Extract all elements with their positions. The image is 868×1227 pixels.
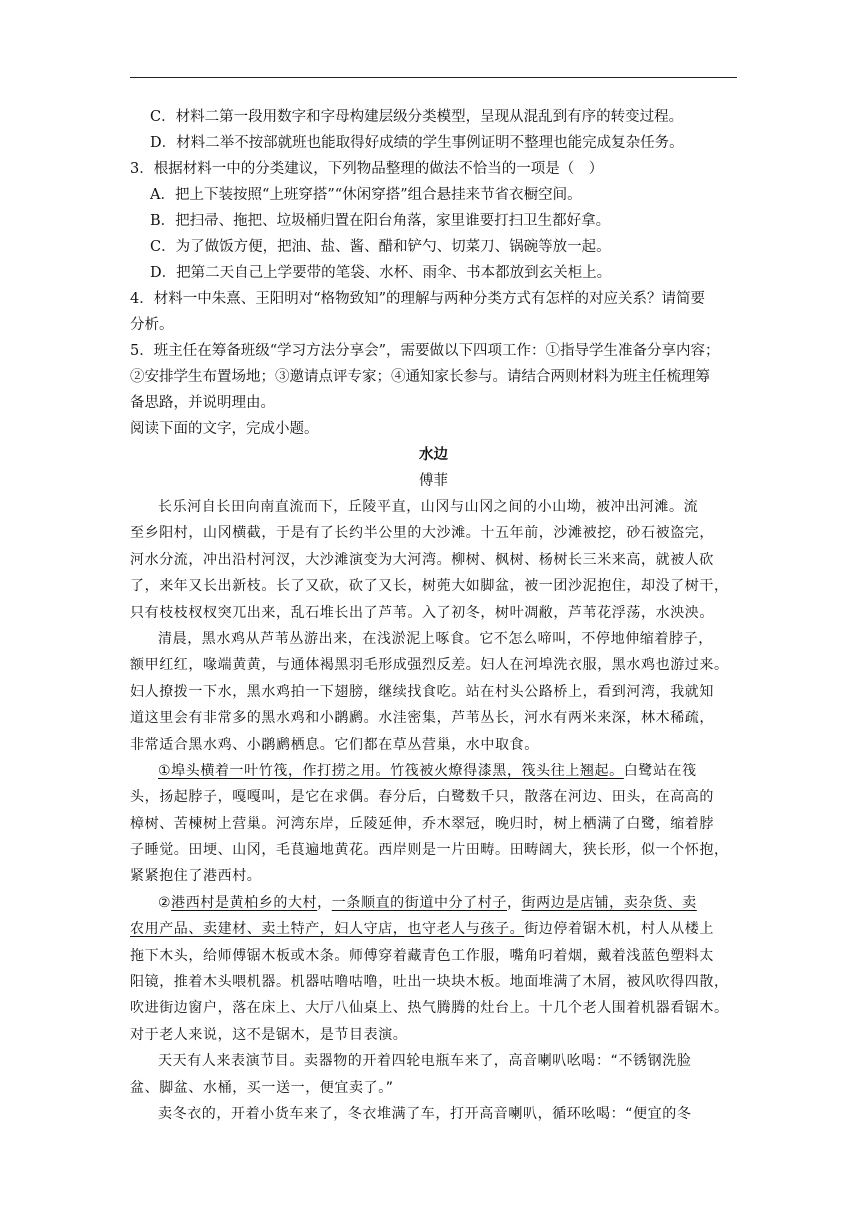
- question-4-line-1: 4．材料一中朱熹、王阳明对“格物致知”的理解与两种分类方式有怎样的对应关系？请简要: [130, 291, 706, 307]
- question-3-stem: 3．根据材料一中的分类建议，下列物品整理的做法不恰当的一项是（ ）: [130, 161, 604, 177]
- question-5-line-3: 备思路，并说明理由。: [130, 395, 275, 411]
- question-2-option-d: D．材料二举不按部就班也能取得好成绩的学生事例证明不整理也能完成复杂任务。: [150, 135, 684, 151]
- header-rule: [130, 77, 737, 78]
- story-line: 紧紧抱住了港西村。: [130, 868, 262, 885]
- story-line: 拖下木头，给师傅锯木板或木条。师傅穿着藏青色工作服，嘴角叼着烟，戴着浅蓝色塑料太: [130, 947, 714, 964]
- page-body: [130, 104, 737, 1127]
- story-line: 吹进街边窗户，落在床上、大厅八仙桌上、热气腾腾的灶台上。十几个老人围着机器看锯木。: [130, 1000, 729, 1017]
- question-3-option-b: B．把扫帚、拖把、垃圾桶归置在阳台角落，家里谁要打扫卫生都好拿。: [150, 213, 611, 229]
- reading-instruction: 阅读下面的文字，完成小题。: [130, 421, 319, 437]
- story-line: 子睡觉。田埂、山冈，毛茛遍地黄花。西岸则是一片田畴。田畴阔大，狭长形，似一个怀抱，: [130, 842, 729, 859]
- marker-2: ②: [158, 894, 172, 911]
- story-line: 了，来年又长出新枝。长了又砍，砍了又长，树蔸大如脚盆，被一团沙泥抱住，却没了树干，: [130, 578, 729, 595]
- story-line: 额甲红红，喙端黄黄，与通体褐黑羽毛形成强烈反差。妇人在河埠洗衣服，黑水鸡也游过来。: [130, 657, 729, 674]
- story-line: 天天有人来表演节目。卖器物的开着四轮电瓶车来了，高音喇叭吆喝：“不锈钢洗脸: [158, 1053, 692, 1070]
- story-line: 卖冬衣的，开着小货车来了，冬衣堆满了车，打开高音喇叭，循环吆喝：“便宜的冬: [158, 1105, 692, 1122]
- underlined-sentence-1: ①埠头横着一叶竹筏，作打捞之用。竹筏被火燎得漆黑，筏头往上翘起。: [158, 762, 624, 779]
- underlined-phrase: 一条顺直的街道中分了村子: [331, 894, 507, 911]
- story-text: ，: [317, 894, 332, 911]
- story-author: 傅菲: [419, 473, 448, 489]
- story-line: 妇人撩拨一下水，黑水鸡拍一下翅膀，继续找食吃。站在村头公路桥上，看到河湾，我就知: [130, 683, 714, 700]
- story-line: 头，扬起脖子，嘎嘎叫，是它在求偶。春分后，白鹭数千只，散落在河边、田头，在高高的: [130, 789, 714, 806]
- story-text: 白鹭站在筏: [623, 762, 697, 779]
- question-2-option-c: C．材料二第一段用数字和字母构建层级分类模型，呈现从混乱到有序的转变过程。: [150, 109, 684, 125]
- story-line: 非常适合黑水鸡、小䴙䴘栖息。它们都在草丛营巢，水中取食。: [130, 736, 539, 753]
- story-line: 河水分流，冲出沿村河汊，大沙滩演变为大河湾。柳树、枫树、杨树长三米来高，就被人砍: [130, 551, 714, 568]
- story-line: 清晨，黑水鸡从芦苇丛游出来，在浅淤泥上啄食。它不怎么啼叫，不停地伸缩着脖子，: [158, 630, 713, 647]
- story-line: 至乡阳村，山冈横截，于是有了长约半公里的大沙滩。十五年前，沙滩被挖，砂石被盗完，: [130, 525, 714, 542]
- underlined-phrase: 港西村是黄柏乡的大村: [171, 894, 318, 911]
- story-line: 长乐河自长田向南直流而下，丘陵平直，山冈与山冈之间的小山坳，被冲出河滩。流: [158, 499, 699, 515]
- question-5-line-2: ②安排学生布置场地；③邀请点评专家；④通知家长参与。请结合两则材料为班主任梳理筹: [130, 369, 710, 385]
- underlined-phrase: 农用产品、卖建材、卖土特产，妇人守店，也守老人与孩子。: [130, 921, 525, 938]
- story-line-marked-1: [130, 758, 737, 784]
- story-line: 阳镜，推着木头喂机器。机器咕噜咕噜，吐出一块块木板。地面堆满了木屑，被风吹得四散，: [130, 974, 729, 991]
- story-line: 樟树、苦楝树上营巢。河湾东岸，丘陵延伸，乔木翠冠，晚归时，树上栖满了白鹭，缩着脖: [130, 815, 714, 832]
- underlined-phrase: 街两边是店铺，卖杂货、卖: [521, 894, 697, 911]
- question-4-line-2: 分析。: [130, 317, 174, 333]
- story-line: 盆、脚盆、水桶，买一送一，便宜卖了。”: [130, 1079, 394, 1096]
- story-line: 对于老人来说，这不是锯木，是节目表演。: [130, 1026, 408, 1043]
- story-line: 道这里会有非常多的黑水鸡和小䴙䴘。水洼密集，芦苇丛长，河水有两米来深，林木稀疏，: [130, 710, 714, 727]
- story-line: 只有枝枝杈杈突兀出来，乱石堆长出了芦苇。入了初冬，树叶凋敝，芦苇花浮荡，水泱泱。: [130, 604, 714, 621]
- story-title: 水边: [419, 446, 448, 463]
- question-3-option-a: A．把上下装按照“上班穿搭”“休闲穿搭”组合悬挂来节省衣橱空间。: [150, 187, 582, 203]
- story-text: ，: [506, 894, 522, 911]
- story-text: 街边停着锯木机，村人从楼上: [524, 921, 715, 938]
- story-line-marked-2: [130, 890, 737, 916]
- question-3-option-d: D．把第二天自己上学要带的笔袋、水杯、雨伞、书本都放到玄关柜上。: [150, 265, 612, 281]
- story-line: [130, 916, 737, 942]
- question-5-line-1: 5．班主任在筹备班级“学习方法分享会”，需要做以下四项工作：①指导学生准备分享内容；: [130, 343, 720, 359]
- question-3-option-c: C．为了做饭方便，把油、盐、酱、醋和铲勺、切菜刀、锅碗等放一起。: [150, 239, 611, 255]
